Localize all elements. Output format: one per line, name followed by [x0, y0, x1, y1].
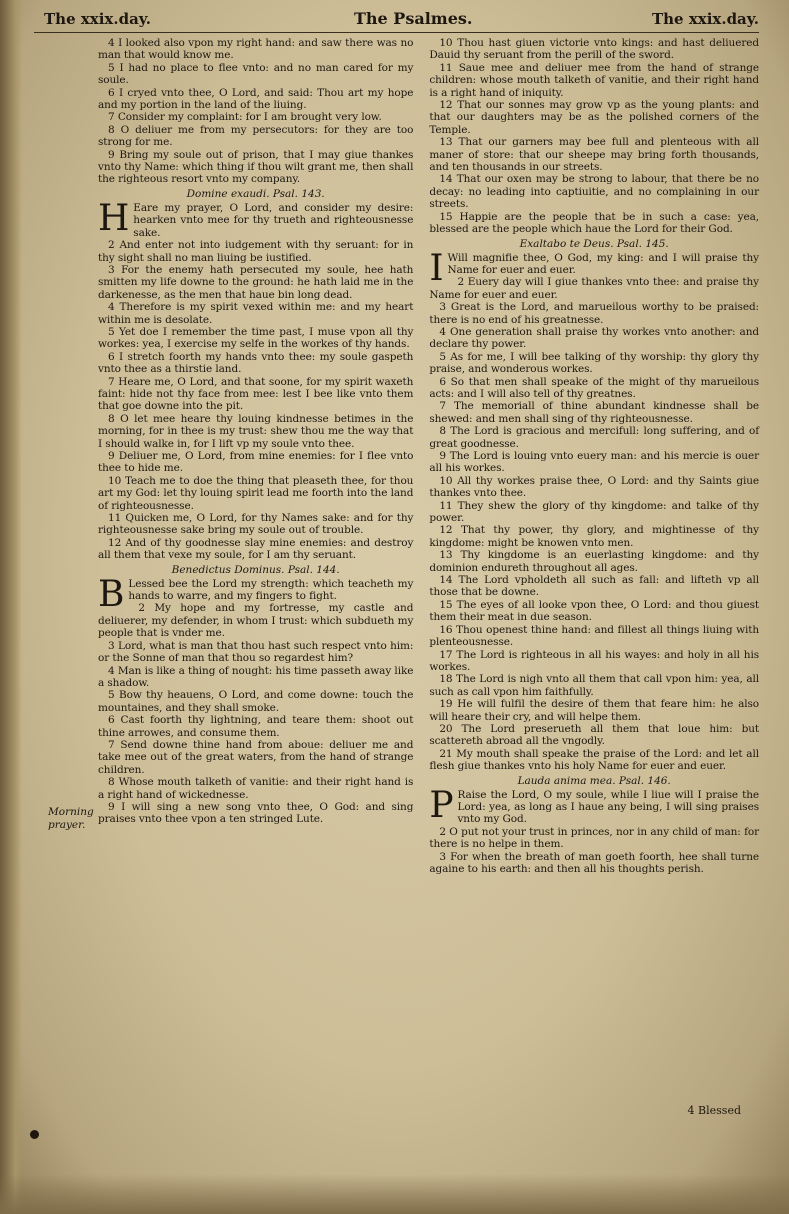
- verse: 8 Whose mouth talketh of vanitie: and their right hand is a right hand of wickednesse.: [98, 776, 414, 801]
- verse: 6 So that men shall speake of the might of thy marueilous acts: and I will also tell of thy greatnes.: [429, 375, 759, 400]
- psalm-opening-verse: [98, 197, 414, 239]
- verse-text: Lessed bee the Lord my strength: which teacheth my hands to warre, and my fingers to fight.: [128, 577, 414, 603]
- verse: 10 All thy workes praise thee, O Lord: and thy Saints giue thankes vnto thee.: [429, 474, 759, 500]
- psalm-heading: Exaltabo te Deus. Psal. 145.: [519, 237, 669, 250]
- verse: 15 Happie are the people that be in such a case: yea, blessed are the people which haue the Lord for their God.: [429, 210, 759, 236]
- verse: 8 O deliuer me from my persecutors: for they are too strong for me.: [98, 123, 414, 149]
- verse: 2 Euery day will I giue thankes vnto thee: and praise thy Name for euer and euer.: [429, 276, 759, 301]
- verse: 14 That our oxen may be strong to labour, that there be no decay: no leading into captiuitie, and no complaining in our streets.: [429, 173, 759, 211]
- verse: 9 The Lord is louing vnto euery man: and his mercie is ouer all his workes.: [429, 450, 759, 475]
- verse: 3 Great is the Lord, and marueilous worthy to be praised: there is no end of his greatnesse.: [429, 301, 759, 326]
- verse: 4 Man is like a thing of nought: his time passeth away like a shadow.: [98, 664, 414, 689]
- catchword: 4 Blessed: [687, 1104, 741, 1117]
- verse: 2 My hope and my fortresse, my castle and deliuerer, my defender, in whom I trust: which subdueth my people that is vnder me.: [98, 602, 414, 640]
- verse: 6 I stretch foorth my hands vnto thee: my soule gaspeth vnto thee as a thirstie land.: [98, 350, 414, 376]
- psalm-opening-verse: [98, 573, 414, 615]
- verse: 15 The eyes of all looke vpon thee, O Lord: and thou giuest them their meat in due season.: [429, 598, 759, 624]
- verse: 16 Thou openest thine hand: and fillest all things liuing with plenteousnesse.: [429, 623, 759, 649]
- verse: 3 Lord, what is man that thou hast such respect vnto him: or the Sonne of man that thou so regardest him?: [98, 639, 414, 665]
- page-edge-shadow: [0, 0, 22, 1214]
- verse-text: Raise the Lord, O my soule, while I liue will I praise the Lord: yea, as long as I haue any being, I will sing praises vnto my God.: [457, 788, 759, 826]
- psalm-heading: Domine exaudi. Psal. 143.: [186, 187, 325, 200]
- verse: 12 And of thy goodnesse slay mine enemies: and destroy all them that vexe my soule, for I am thy seruant.: [98, 536, 414, 562]
- running-head-title: The Psalmes.: [354, 9, 473, 28]
- margin-note: Morning prayer.: [48, 806, 94, 831]
- verse: 2 O put not your trust in princes, nor in any child of man: for there is no helpe in them.: [429, 825, 759, 851]
- page-bottom-shadow: [0, 1174, 789, 1214]
- verse: 13 That our garners may bee full and plenteous with all maner of store: that our sheepe may bring forth thousands, and ten thousands in our streets.: [429, 136, 759, 174]
- verse: 12 That thy power, thy glory, and mightinesse of thy kingdome: might be knowen vnto men.: [429, 524, 759, 549]
- psalm-opening-verse: [429, 784, 759, 826]
- verse-text: Eare my prayer, O Lord, and consider my desire: hearken vnto mee for thy trueth and righteousnesse sake.: [133, 201, 414, 239]
- verse: 7 Heare me, O Lord, and that soone, for my spirit waxeth faint: hide not thy face from mee: lest I bee like vnto them that goe downe into the pit.: [98, 375, 414, 413]
- verse: 18 The Lord is nigh vnto all them that call vpon him: yea, all such as call vpon him faithfully.: [429, 673, 759, 698]
- text-columns: [34, 35, 759, 875]
- verse: 9 I will sing a new song vnto thee, O God: and sing praises vnto thee vpon a ten stringed Lute.: [98, 800, 414, 826]
- verse: 12 That our sonnes may grow vp as the young plants: and that our daughters may be as the polished corners of the Temple.: [429, 99, 759, 136]
- verse: 8 The Lord is gracious and mercifull: long suffering, and of great goodnesse.: [429, 425, 759, 450]
- running-head: [34, 6, 759, 33]
- verse-text: Will magnifie thee, O God, my king: and I will praise thy Name for euer and euer.: [447, 251, 759, 276]
- running-head-right: The xxix.day.: [651, 10, 759, 28]
- verse: 4 One generation shall praise thy workes vnto another: and declare thy power.: [429, 325, 759, 351]
- verse: 7 The memoriall of thine abundant kindnesse shall be shewed: and men shall sing of thy righteousnesse.: [429, 400, 759, 425]
- verse: 4 Therefore is my spirit vexed within me: and my heart within me is desolate.: [98, 301, 414, 326]
- right-column: [429, 35, 759, 875]
- drop-capital: H: [98, 197, 130, 239]
- verse: 9 Deliuer me, O Lord, from mine enemies: for I flee vnto thee to hide me.: [98, 450, 414, 475]
- verse: 9 Bring my soule out of prison, that I may giue thankes vnto thy Name: which thing if thou wilt grant me, then shall the righteous resort vnto my company.: [98, 148, 414, 186]
- verse: 11 They shew the glory of thy kingdome: and talke of thy power.: [429, 499, 759, 525]
- running-head-left: The xxix.day.: [44, 10, 152, 28]
- verse: 17 The Lord is righteous in all his wayes: and holy in all his workes.: [429, 648, 759, 673]
- verse: 14 The Lord vpholdeth all such as fall: and lifteth vp all those that be downe.: [429, 574, 759, 599]
- psalm-heading: Benedictus Dominus. Psal. 144.: [171, 563, 340, 576]
- verse: 13 Thy kingdome is an euerlasting kingdome: and thy dominion endureth throughout all ages.: [429, 549, 759, 574]
- verse: 2 And enter not into iudgement with thy seruant: for in thy sight shall no man liuing be iustified.: [98, 239, 414, 264]
- drop-capital: I: [429, 247, 444, 289]
- verse: 7 Send downe thine hand from aboue: deliuer me and take mee out of the great waters, from the hand of strange children.: [98, 738, 414, 776]
- verse: 6 Cast foorth thy lightning, and teare them: shoot out thine arrowes, and consume them.: [98, 714, 414, 739]
- verse: 10 Teach me to doe the thing that pleaseth thee, for thou art my God: let thy louing spirit lead me foorth into the land of righteousnesse.: [98, 474, 414, 512]
- verse: 5 I had no place to flee vnto: and no man cared for my soule.: [98, 61, 414, 87]
- verse: 5 As for me, I will bee talking of thy worship: thy glory thy praise, and wonderous workes.: [429, 350, 759, 376]
- drop-capital: P: [429, 784, 454, 826]
- psalm-heading: Lauda anima mea. Psal. 146.: [517, 774, 671, 787]
- left-column: [98, 35, 413, 875]
- verse: 5 Yet doe I remember the time past, I muse vpon all thy workes: yea, I exercise my selfe in the workes of thy hands.: [98, 325, 414, 351]
- verse: 5 Bow thy heauens, O Lord, and come downe: touch the mountaines, and they shall smoke.: [98, 689, 414, 714]
- verse: 19 He will fulfil the desire of them that feare him: he also will heare their cry, and will helpe them.: [429, 698, 759, 723]
- verse: 10 Thou hast giuen victorie vnto kings: and hast deliuered Dauid thy seruant from the perill of the sword.: [429, 37, 759, 62]
- verse: 11 Quicken me, O Lord, for thy Names sake: and for thy righteousnesse sake bring my soule out of trouble.: [98, 512, 414, 537]
- verse: 3 For the enemy hath persecuted my soule, hee hath smitten my life downe to the ground: he hath laid me in the darkenesse, as the men that haue bin long dead.: [98, 263, 414, 301]
- verse: 4 I looked also vpon my right hand: and saw there was no man that would know me.: [98, 37, 414, 62]
- verse: 7 Consider my complaint: for I am brought very low.: [108, 111, 382, 124]
- verse: 3 For when the breath of man goeth foorth, hee shall turne againe to his earth: and then all his thoughts perish.: [429, 850, 759, 875]
- ink-smudge: [30, 1130, 39, 1139]
- verse: 8 O let mee heare thy louing kindnesse betimes in the morning, for in thee is my trust: shew thou me the way that I should walke in, for I lift vp my soule vnto thee.: [98, 412, 414, 450]
- verse: 6 I cryed vnto thee, O Lord, and said: Thou art my hope and my portion in the land of the liuing.: [98, 86, 414, 112]
- verse: 11 Saue mee and deliuer mee from the hand of strange children: whose mouth talketh of vanitie, and their right hand is a right hand of iniquity.: [429, 61, 759, 99]
- verse: 20 The Lord preserueth all them that loue him: but scattereth abroad all the vngodly.: [429, 722, 759, 748]
- verse: 21 My mouth shall speake the praise of the Lord: and let all flesh giue thankes vnto his holy Name for euer and euer.: [429, 747, 759, 773]
- drop-capital: B: [98, 573, 125, 615]
